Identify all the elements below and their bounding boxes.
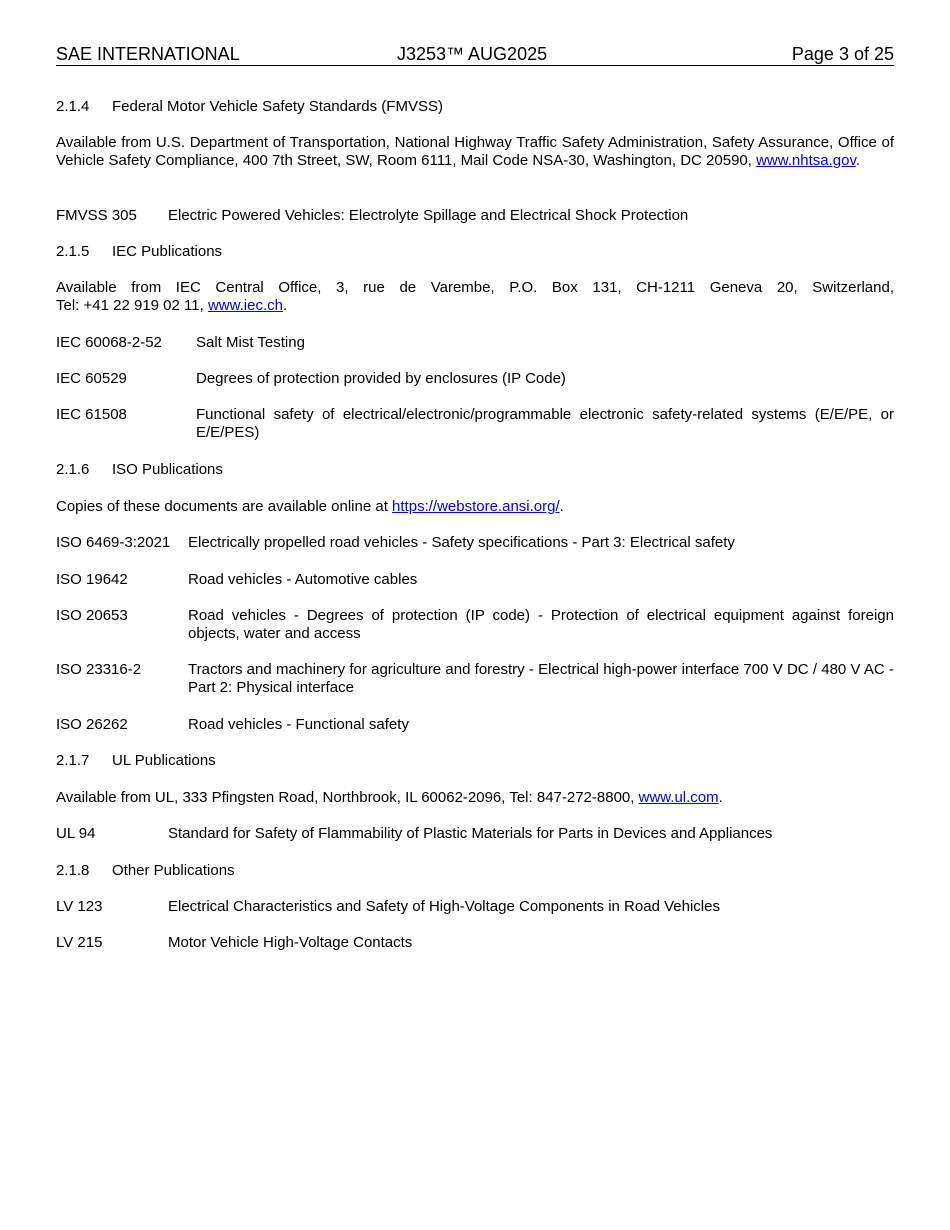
punctuation: . [559, 498, 564, 515]
reference-fmvss-305 [56, 207, 894, 225]
reference-iec-61508 [56, 406, 894, 442]
availability-text: Available from UL, 333 Pfingsten Road, Northbrook, IL 60062-2096, Tel: 847-272-8800, [56, 789, 639, 806]
reference-title: Degrees of protection provided by enclosures (IP Code) [196, 370, 566, 387]
reference-code: LV 215 [56, 934, 103, 951]
iso-availability-paragraph [56, 498, 894, 516]
reference-code: LV 123 [56, 898, 103, 915]
reference-title: Functional safety of electrical/electronic/programmable electronic safety-related systems (E/E/PE, or E/E/PES) [196, 406, 894, 441]
section-title: ISO Publications [112, 461, 223, 478]
section-heading-other [56, 862, 894, 880]
header-organization: SAE INTERNATIONAL [56, 44, 240, 64]
reference-iec-60068-2-52 [56, 334, 894, 352]
reference-iso-26262 [56, 716, 894, 734]
reference-lv-123 [56, 898, 894, 916]
punctuation: . [282, 297, 288, 314]
section-number: 2.1.8 [56, 862, 90, 879]
iec-availability-line-1: Available from IEC Central Office, 3, rue de Varembe, P.O. Box 131, CH-1211 Geneva 20, Switzerland, [56, 279, 894, 296]
header-document-id: J3253™ AUG2025 [397, 44, 548, 64]
section-heading-ul [56, 752, 894, 770]
section-heading-iec [56, 243, 894, 261]
iec-link[interactable]: www.iec.ch [207, 297, 283, 314]
reference-title: Electric Powered Vehicles: Electrolyte Spillage and Electrical Shock Protection [168, 207, 689, 224]
reference-code: ISO 26262 [56, 716, 128, 733]
reference-lv-215 [56, 934, 894, 952]
section-title: UL Publications [112, 752, 216, 769]
reference-code: IEC 60529 [56, 370, 127, 387]
section-number: 2.1.7 [56, 752, 90, 769]
section-title: Other Publications [112, 862, 235, 879]
section-heading-fmvss [56, 98, 894, 116]
reference-code: ISO 19642 [56, 571, 128, 588]
iec-availability-line-2 [56, 297, 894, 315]
fmvss-availability-paragraph [56, 134, 894, 170]
reference-title: Road vehicles - Degrees of protection (IP code) - Protection of electrical equipment against foreign objects, water and access [188, 607, 894, 642]
reference-title: Electrical Characteristics and Safety of High-Voltage Components in Road Vehicles [168, 898, 720, 915]
ansi-webstore-link[interactable]: https://webstore.ansi.org/ [392, 498, 560, 515]
ul-link[interactable]: www.ul.com [638, 789, 719, 806]
section-heading-iso [56, 461, 894, 479]
reference-iso-19642 [56, 571, 894, 589]
reference-title: Road vehicles - Functional safety [188, 716, 409, 733]
reference-iso-6469-3 [56, 534, 894, 552]
reference-code: IEC 61508 [56, 406, 127, 423]
page-header [56, 44, 894, 66]
reference-title: Standard for Safety of Flammability of Plastic Materials for Parts in Devices and Appliances [168, 825, 773, 842]
reference-iec-60529 [56, 370, 894, 388]
punctuation: . [718, 789, 723, 806]
section-title: IEC Publications [112, 243, 223, 260]
availability-text: Copies of these documents are available online at [56, 498, 393, 515]
reference-code: ISO 6469-3:2021 [56, 534, 171, 551]
ul-availability-paragraph [56, 789, 894, 807]
reference-iso-20653 [56, 607, 894, 643]
reference-code: UL 94 [56, 825, 96, 842]
reference-title: Salt Mist Testing [196, 334, 305, 351]
reference-code: IEC 60068-2-52 [56, 334, 162, 351]
section-title: Federal Motor Vehicle Safety Standards (FMVSS) [112, 98, 443, 115]
reference-title: Tractors and machinery for agriculture and forestry - Electrical high-power interface 700 V DC / 480 V AC - Part 2: Physical interface [188, 661, 894, 696]
availability-text: Available from U.S. Department of Transportation, National Highway Traffic Safety Administration, Safety Assurance, Office of Vehicle Safety Compliance, 400 7th Street, SW, Room 6111, Mail Code NSA-30, Washington, DC 20590, [56, 134, 894, 169]
nhtsa-link[interactable]: www.nhtsa.gov [756, 152, 856, 169]
reference-code: ISO 23316-2 [56, 661, 142, 678]
availability-text: Tel: +41 22 919 02 11, [56, 297, 208, 314]
punctuation: . [855, 152, 861, 169]
reference-code: FMVSS 305 [56, 207, 137, 224]
section-number: 2.1.5 [56, 243, 90, 260]
header-page-number: Page 3 of 25 [791, 44, 894, 64]
section-number: 2.1.6 [56, 461, 90, 478]
section-number: 2.1.4 [56, 98, 90, 115]
reference-ul-94 [56, 825, 894, 843]
reference-title: Motor Vehicle High-Voltage Contacts [168, 934, 413, 951]
reference-title: Road vehicles - Automotive cables [188, 571, 418, 588]
reference-code: ISO 20653 [56, 607, 128, 624]
reference-title: Electrically propelled road vehicles - Safety specifications - Part 3: Electrical safety [188, 534, 735, 551]
reference-iso-23316-2 [56, 661, 894, 697]
